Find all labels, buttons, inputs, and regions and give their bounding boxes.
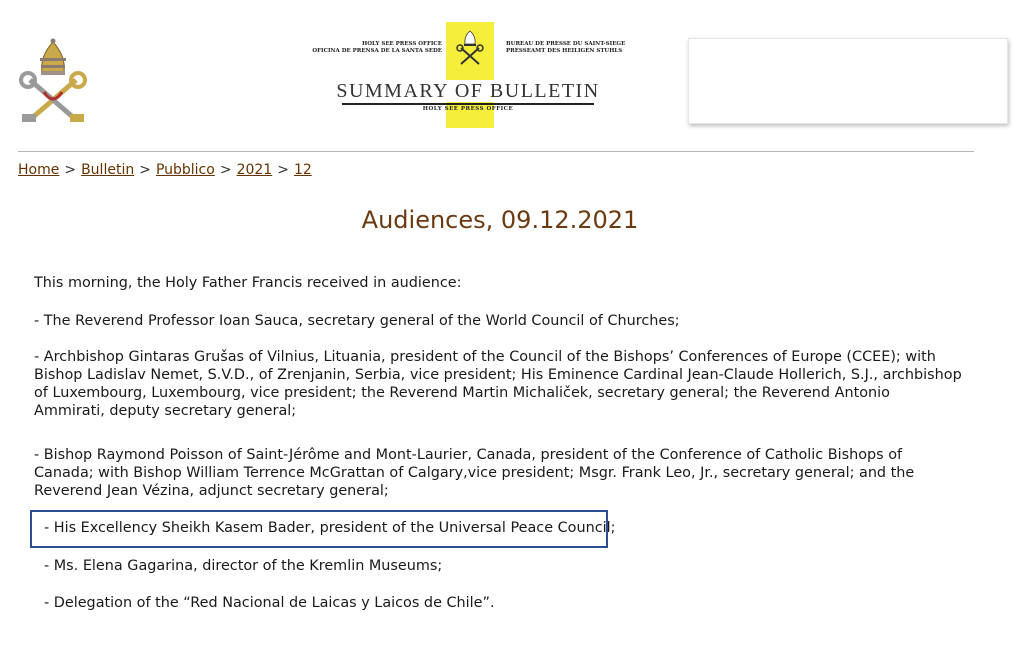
breadcrumb-month[interactable]: 12 [293, 162, 312, 178]
office-names-left [312, 41, 442, 55]
breadcrumb-year[interactable]: 2021 [236, 162, 273, 178]
breadcrumb-separator: > [139, 162, 151, 178]
audience-item: - The Reverend Professor Ioan Sauca, secretary general of the World Council of Churches; [34, 313, 680, 329]
audience-item: - Bishop Raymond Poisson of Saint-Jérôme and Mont-Laurier, Canada, president of the Conference of Catholic Bishops of Canada; with Bishop William Terrence McGrattan of Calgary,vice president; Msgr. Frank Leo, Jr., secretary general; and the Reverend Jean Vézina, adjunct secretary general; [34, 447, 915, 499]
breadcrumb-separator: > [219, 162, 232, 178]
audience-item-highlighted: - His Excellency Sheikh Kasem Bader, president of the Universal Peace Council; [44, 520, 616, 536]
summary-subtitle: HOLY SEE PRESS OFFICE [422, 106, 514, 112]
office-names-right [506, 41, 625, 55]
intro-paragraph: This morning, the Holy Father Francis received in audience: [34, 275, 462, 291]
search-panel[interactable] [688, 38, 1008, 124]
breadcrumb-pubblico[interactable]: Pubblico [155, 162, 215, 178]
summary-title [318, 80, 618, 103]
breadcrumb-bulletin[interactable]: Bulletin [81, 162, 135, 178]
office-de: PRESSEAMT DES HEILIGEN STUHLS [506, 48, 623, 54]
breadcrumb-separator: > [277, 162, 289, 178]
press-office-header [312, 22, 626, 130]
audience-item: - Archbishop Gintaras Grušas of Vilnius, Lituania, president of the Council of the Bishops’ Conferences of Europe (CCEE); with Bishop Ladislav Nemet, S.V.D., of Zrenjanin, Serbia, vice president; His Eminence Cardinal Jean-Claude Hollerich, S.J., archbishop of Luxembourg, Luxembourg, vice president; the Reverend Martin Michaliček, secretary general; the Reverend Antonio Ammirati, deputy secretary general; [34, 349, 962, 419]
keys-emblem-icon [456, 30, 484, 66]
breadcrumb-separator: > [64, 162, 77, 178]
summary-title-text: SUMMARY OF BULLETIN [332, 80, 603, 102]
breadcrumb-home[interactable]: Home [18, 162, 60, 178]
office-fr: BUREAU DE PRESSE DU SAINT-SIEGE [506, 41, 626, 47]
office-es: OFICINA DE PRENSA DE LA SANTA SEDE [312, 48, 442, 54]
audience-item: - Delegation of the “Red Nacional de Laicas y Laicos de Chile”. [44, 595, 495, 611]
papal-crest-icon[interactable] [14, 34, 92, 126]
audience-item: - Ms. Elena Gagarina, director of the Kremlin Museums; [44, 558, 443, 574]
title-underline [342, 103, 594, 105]
page-title: Audiences, 09.12.2021 [361, 206, 639, 234]
office-en: HOLY SEE PRESS OFFICE [362, 41, 442, 47]
breadcrumb [18, 162, 312, 178]
header-divider [18, 151, 974, 152]
